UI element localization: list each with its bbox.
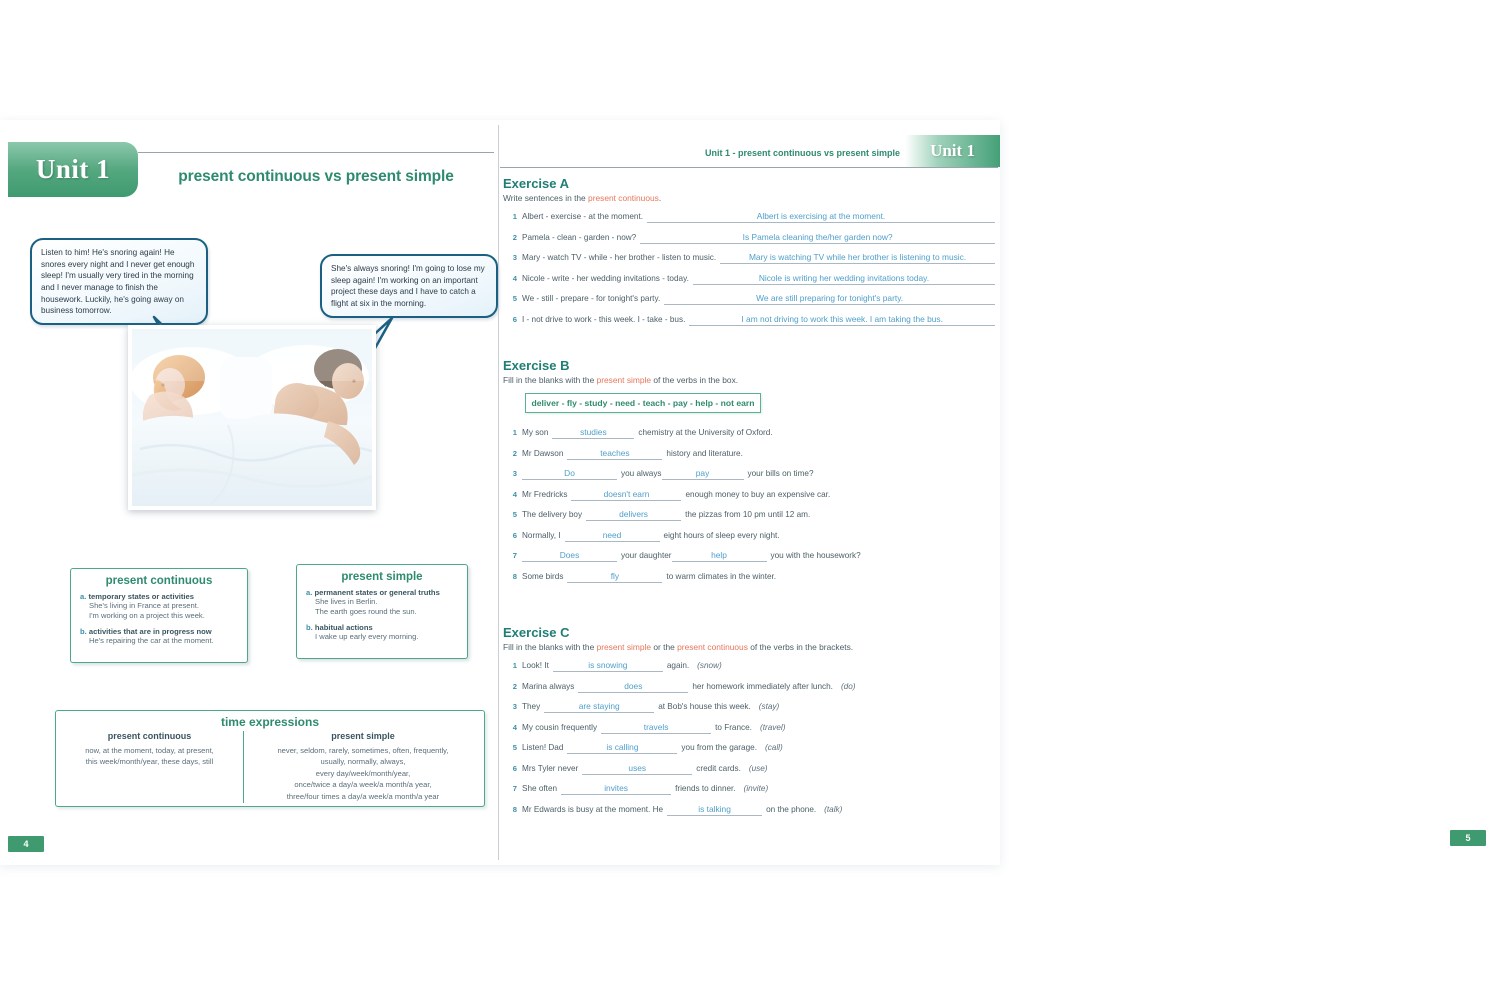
- answer-blank[interactable]: Do: [522, 468, 617, 480]
- item-text-before: They: [522, 702, 541, 711]
- item-number: 7: [512, 784, 517, 793]
- item-text-after: friends to dinner.: [675, 784, 736, 793]
- book-gutter: [498, 125, 499, 860]
- exercise-b-item: [503, 448, 995, 460]
- answer-blank[interactable]: are staying: [544, 701, 654, 713]
- time-expressions-ps-line: usually, normally, always,: [320, 757, 406, 767]
- left-page: [0, 120, 498, 865]
- unit-tab-left-label: Unit 1: [35, 154, 111, 184]
- running-head: Unit 1 - present continuous vs present simple: [704, 148, 900, 158]
- time-expressions-title: time expressions: [220, 715, 320, 729]
- answer-blank[interactable]: is snowing: [553, 660, 663, 672]
- right-header-rule: [500, 167, 998, 168]
- exercise-c-title: Exercise C: [503, 625, 570, 640]
- exercise-c-instruction: [503, 642, 995, 652]
- exercise-a: [503, 176, 995, 334]
- answer-blank[interactable]: studies: [552, 427, 634, 439]
- exercise-c-item: [503, 701, 995, 713]
- item-number: 3: [512, 702, 517, 711]
- answer-blank[interactable]: need: [565, 530, 660, 542]
- exercise-b-instruction-after: of the verbs in the box.: [651, 375, 739, 385]
- item-text-after-2: your bills on time?: [747, 469, 814, 478]
- right-page: [498, 120, 1471, 865]
- exercise-b-title: Exercise B: [503, 358, 570, 373]
- time-expressions-ps-line: every day/week/month/year,: [315, 768, 411, 778]
- grammar-box-present-continuous: [70, 568, 248, 663]
- item-text-after: again.: [666, 661, 690, 670]
- item-text-after: at Bob's house this week.: [658, 702, 751, 711]
- exercise-c-item: [503, 681, 995, 693]
- item-verb-hint: (call): [764, 743, 783, 752]
- item-text-before: The delivery boy: [522, 510, 583, 519]
- unit-tab-right-label: Unit 1: [930, 141, 975, 160]
- book-spread: [0, 120, 1471, 865]
- answer-blank[interactable]: fly: [567, 571, 662, 583]
- grammar-box-ps-example: She lives in Berlin.: [315, 597, 378, 606]
- item-verb-hint: (invite): [743, 784, 769, 793]
- exercise-c-item: [503, 742, 995, 754]
- grammar-box-ps-title: present simple: [341, 571, 423, 583]
- answer-blank[interactable]: does: [578, 681, 688, 693]
- exercise-b-item: [503, 571, 995, 583]
- exercise-a-instruction-after: .: [658, 193, 662, 203]
- item-text-after: on the phone.: [766, 804, 817, 814]
- exercise-a-title: Exercise A: [503, 176, 570, 191]
- exercise-c-instruction-highlight: present simple: [596, 642, 652, 652]
- item-text-before: Look! It: [522, 661, 549, 670]
- answer-blank[interactable]: delivers: [586, 509, 681, 521]
- grammar-box-pc-item-heading: activities that are in progress now: [88, 626, 212, 636]
- item-number: 3: [512, 253, 517, 262]
- answer-blank[interactable]: is calling: [567, 742, 677, 754]
- answer-blank[interactable]: uses: [582, 763, 692, 775]
- grammar-box-ps-example: The earth goes round the sun.: [315, 607, 417, 617]
- exercise-a-instruction-highlight: present continuous: [588, 193, 659, 203]
- time-expressions-ps-line: never, seldom, rarely, sometimes, often, frequently,: [277, 746, 449, 755]
- item-number: 5: [512, 743, 517, 752]
- exercise-b-instruction: [503, 375, 995, 385]
- item-text-after: history and literature.: [666, 448, 743, 458]
- item-verb-hint: (talk): [824, 804, 843, 814]
- item-verb-hint: (use): [748, 763, 768, 773]
- grammar-box-pc-item-letter: a.: [80, 592, 87, 601]
- item-text-before: Marina always: [522, 681, 575, 691]
- exercise-c-instruction-highlight-2: present continuous: [677, 642, 748, 652]
- exercise-c-item: [503, 722, 995, 734]
- item-prompt: I - not drive to work - this week. I - take - bus.: [522, 314, 686, 324]
- item-number: 2: [512, 681, 517, 691]
- grammar-box-pc-item-head: [80, 592, 238, 601]
- grammar-box-pc-item-letter: b.: [80, 626, 87, 636]
- grammar-box-present-simple: [296, 564, 468, 659]
- speech-bubble-right: [320, 254, 498, 318]
- grammar-box-ps-item-letter: a.: [306, 588, 313, 597]
- answer-blank[interactable]: Is Pamela cleaning the/her garden now?: [640, 232, 995, 244]
- grammar-box-pc-item: [80, 627, 238, 646]
- grammar-box-pc-item-heading: temporary states or activities: [88, 592, 194, 601]
- time-expressions-box: [55, 710, 485, 807]
- item-text-before: Some birds: [522, 571, 564, 581]
- grammar-box-ps-item: [306, 623, 458, 642]
- item-text-before: She often: [522, 784, 558, 793]
- left-header-rule: [138, 152, 494, 153]
- item-text-before: Mr Dawson: [522, 448, 564, 458]
- answer-blank-2[interactable]: pay: [662, 468, 744, 480]
- item-number: 4: [512, 273, 517, 283]
- item-text-after: you from the garage.: [681, 743, 757, 752]
- exercise-a-instruction-before: Write sentences in the: [503, 193, 589, 203]
- item-number: 1: [512, 212, 517, 221]
- item-text-after: eight hours of sleep every night.: [663, 530, 780, 540]
- grammar-box-pc-item-head: [80, 627, 238, 636]
- item-text-before: Normally, I: [522, 530, 561, 540]
- item-verb-hint: (do): [840, 681, 856, 691]
- item-number: 6: [512, 314, 517, 324]
- item-prompt: Pamela - clean - garden - now?: [522, 232, 637, 242]
- exercise-b: [503, 358, 995, 591]
- exercise-b-instruction-before: Fill in the blanks with the: [503, 375, 597, 385]
- grammar-box-ps-item-head: [306, 588, 458, 597]
- item-text-after: your daughter: [621, 551, 672, 560]
- exercise-c-item: [503, 783, 995, 795]
- time-expressions-ps-heading: present simple: [331, 731, 395, 741]
- item-number: 1: [512, 428, 517, 437]
- item-number: 8: [512, 804, 517, 814]
- item-number: 6: [512, 530, 517, 540]
- grammar-box-pc-title: present continuous: [105, 575, 213, 587]
- item-number: 3: [512, 469, 517, 478]
- answer-blank[interactable]: Does: [522, 550, 617, 562]
- answer-blank[interactable]: is talking: [667, 804, 762, 816]
- exercise-b-item: [503, 427, 995, 439]
- speech-bubble-right-text: She's always snoring! I'm going to lose my sleep again! I'm working on an important project these days and I have to catch a flight at six in the morning.: [331, 264, 485, 308]
- time-expressions-present-continuous: [56, 731, 244, 803]
- answer-blank[interactable]: Albert is exercising at the moment.: [647, 211, 995, 223]
- exercise-c-instruction-before: Fill in the blanks with the: [503, 642, 597, 652]
- page-number-left: 4: [8, 836, 44, 852]
- item-text-before: Listen! Dad: [522, 743, 564, 752]
- time-expressions-pc-line: now, at the moment, today, at present,: [85, 746, 214, 755]
- answer-blank[interactable]: Nicole is writing her wedding invitations today.: [693, 273, 995, 285]
- answer-blank-2[interactable]: help: [672, 550, 767, 562]
- answer-blank[interactable]: Mary is watching TV while her brother is listening to music.: [720, 252, 995, 264]
- exercise-a-item: [503, 232, 995, 244]
- item-text-after: to warm climates in the winter.: [666, 571, 777, 581]
- exercise-a-item: [503, 211, 995, 223]
- exercise-b-item: [503, 509, 995, 521]
- exercise-c-item: [503, 804, 995, 816]
- grammar-box-ps-item-heading: permanent states or general truths: [314, 588, 440, 597]
- exercise-a-item: [503, 273, 995, 285]
- answer-blank[interactable]: We are still preparing for tonight's party.: [664, 293, 995, 305]
- item-prompt: Nicole - write - her wedding invitations - today.: [522, 273, 689, 283]
- time-expressions-ps-line: once/twice a day/a week/a month/a year,: [294, 780, 432, 790]
- photo-illustration: [132, 329, 372, 506]
- photo-sleeping-couple: [128, 325, 376, 510]
- exercise-c-instruction-middle: or the: [651, 642, 678, 652]
- time-expressions-present-simple: [244, 731, 482, 803]
- unit-tab-right: [905, 135, 1000, 167]
- item-prompt: Albert - exercise - at the moment.: [522, 212, 644, 221]
- item-number: 2: [512, 448, 517, 458]
- grammar-box-pc-example: I'm working on a project this week.: [89, 611, 205, 621]
- answer-blank[interactable]: invites: [561, 783, 671, 795]
- grammar-box-ps-item-letter: b.: [306, 622, 313, 632]
- item-text-after: the pizzas from 10 pm until 12 am.: [685, 510, 811, 519]
- grammar-box-ps-item: [306, 588, 458, 618]
- exercise-a-instruction: [503, 193, 995, 203]
- item-number: 4: [512, 722, 517, 732]
- left-page-title: present continuous vs present simple: [178, 168, 454, 185]
- item-verb-hint: (snow): [697, 661, 722, 670]
- item-text-before: Mr Fredricks: [522, 489, 568, 499]
- exercise-c-item: [503, 660, 995, 672]
- exercise-a-item: [503, 252, 995, 264]
- item-prompt: We - still - prepare - for tonight's party.: [522, 294, 661, 303]
- item-number: 7: [512, 551, 517, 560]
- exercise-b-item: [503, 468, 995, 480]
- item-text-after: you always: [621, 469, 662, 478]
- item-text-after-2: you with the housework?: [770, 551, 861, 560]
- exercise-b-item: [503, 489, 995, 501]
- item-text-before: My son: [522, 428, 549, 437]
- item-number: 4: [512, 489, 517, 499]
- exercise-b-word-box: deliver - fly - study - need - teach - pay - help - not earn: [525, 393, 761, 413]
- grammar-box-pc-example: He's repairing the car at the moment.: [89, 635, 214, 645]
- exercise-a-item: [503, 293, 995, 305]
- speech-bubble-left: [30, 238, 208, 325]
- item-text-after: credit cards.: [696, 763, 741, 773]
- answer-blank[interactable]: teaches: [567, 448, 662, 460]
- unit-tab-left: [8, 142, 138, 197]
- item-text-after: her homework immediately after lunch.: [692, 681, 833, 691]
- answer-blank[interactable]: doesn't earn: [571, 489, 681, 501]
- exercise-c-item: [503, 763, 995, 775]
- answer-blank[interactable]: I am not driving to work this week. I am taking the bus.: [689, 314, 995, 326]
- grammar-box-pc-example: She's living in France at present.: [89, 601, 199, 610]
- time-expressions-pc-heading: present continuous: [107, 731, 192, 741]
- item-number: 8: [512, 571, 517, 581]
- time-expressions-ps-line: three/four times a day/a week/a month/a year: [286, 791, 440, 801]
- item-text-before: Mr Edwards is busy at the moment. He: [522, 804, 664, 814]
- time-expressions-pc-line: this week/month/year, these days, still: [85, 757, 214, 767]
- item-number: 5: [512, 294, 517, 303]
- exercise-c-instruction-after: of the verbs in the brackets.: [747, 642, 854, 652]
- grammar-box-ps-item-heading: habitual actions: [314, 622, 373, 632]
- page-number-right: 5: [1450, 830, 1486, 846]
- exercise-c: [503, 625, 995, 824]
- exercise-a-item: [503, 314, 995, 326]
- item-number: 5: [512, 510, 517, 519]
- item-text-after: chemistry at the University of Oxford.: [638, 428, 773, 437]
- item-text-before: Mrs Tyler never: [522, 763, 579, 773]
- grammar-box-ps-example: I wake up early every morning.: [315, 631, 419, 641]
- exercise-b-item: [503, 550, 995, 562]
- item-number: 1: [512, 661, 517, 670]
- item-text-after: enough money to buy an expensive car.: [685, 489, 831, 499]
- item-text-before: My cousin frequently: [522, 722, 598, 732]
- item-number: 2: [512, 232, 517, 242]
- item-prompt: Mary - watch TV - while - her brother - listen to music.: [522, 253, 717, 262]
- item-number: 6: [512, 763, 517, 773]
- exercise-b-item: [503, 530, 995, 542]
- item-verb-hint: (stay): [758, 702, 780, 711]
- answer-blank[interactable]: travels: [601, 722, 711, 734]
- exercise-b-instruction-highlight: present simple: [596, 375, 652, 385]
- grammar-box-ps-item-head: [306, 623, 458, 632]
- speech-bubble-left-text: Listen to him! He's snoring again! He snores every night and I never get enough sleep! I'm usually very tired in the morning and I never manage to finish the housework. Luckily, he's going away on business tomorrow.: [41, 248, 195, 316]
- item-verb-hint: (travel): [759, 722, 786, 732]
- grammar-box-pc-item: [80, 592, 238, 622]
- item-text-after: to France.: [715, 722, 752, 732]
